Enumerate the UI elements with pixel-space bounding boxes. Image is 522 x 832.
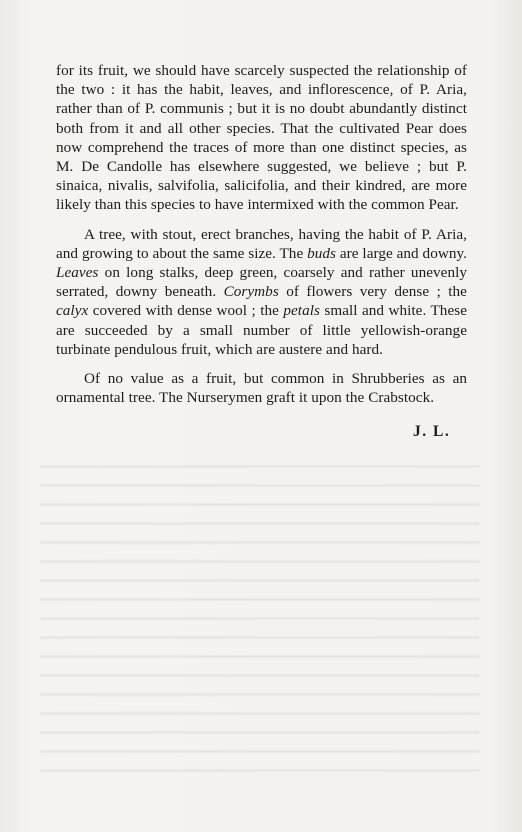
paragraph-continuation: for its fruit, we should have scarcely suspected the relationship of the two : it has the habit, leaves, and inflorescence, of P. Aria, rather than of P. communis ; but it is no doubt abundantly distinct both from it and all other species. That the cultivated Pear does now comprehend the traces of more than one distinct species, as M. De Candolle has elsewhere suggested, we believe ; but P. sinaica, nivalis, salvifolia, salicifolia, and their kindred, are more likely than this species to have intermixed with the common Pear. <box>56 62 467 214</box>
italic-term-buds: buds <box>307 244 337 262</box>
body-text <box>56 61 467 407</box>
italic-term-corymbs: Corymbs <box>223 283 279 301</box>
text-run: A tree, with stout, erect branches, having the habit of P. Aria, and growing to about the same size. The <box>56 225 467 262</box>
text-run: covered with dense wool ; the <box>88 302 284 320</box>
text-run: are large and downy. <box>336 244 468 262</box>
paragraph-value: Of no value as a fruit, but common in Shrubberies as an ornamental tree. The Nurserymen graft it upon the Crabstock. <box>56 370 467 407</box>
author-signature: J. L. <box>413 423 451 440</box>
show-through-text <box>40 455 480 785</box>
italic-term-petals: petals <box>283 302 320 320</box>
italic-term-leaves: Leaves <box>56 264 99 282</box>
text-run: small and white. These are succeeded by a small number of little yellowish-orange turbinate pendulous fruit, which are austere and hard. <box>56 302 467 358</box>
paragraph-description <box>56 225 467 359</box>
text-run: of flowers very dense ; the <box>278 283 467 301</box>
text-run: on long stalks, deep green, coarsely and rather unevenly serrated, downy beneath. <box>56 264 467 301</box>
italic-term-calyx: calyx <box>56 302 89 320</box>
